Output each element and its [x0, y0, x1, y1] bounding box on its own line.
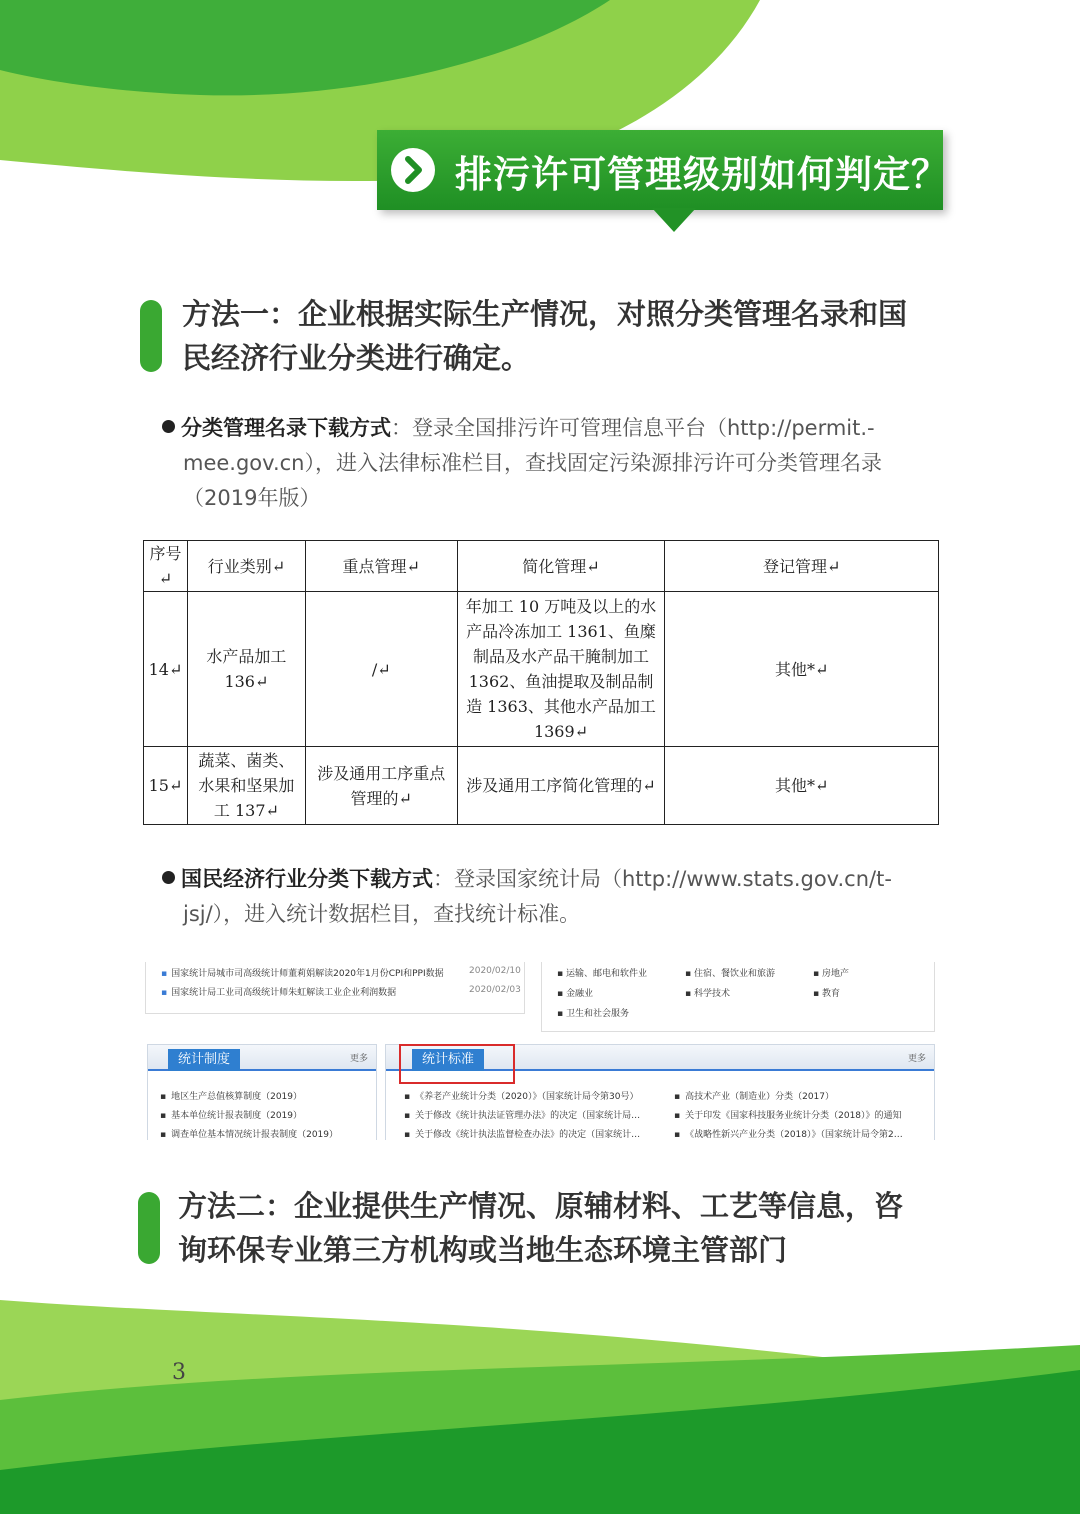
table-header-cell: 简化管理↵ — [457, 541, 665, 592]
table-row — [144, 592, 939, 747]
list-item-label: 调查单位基本情况统计报表制度（2019） — [171, 1130, 339, 1140]
table-cell: 15↵ — [144, 747, 188, 825]
news-item-text: 国家统计局工业司高级统计师朱虹解读工业企业利润数据 — [171, 988, 397, 998]
list-item-label: 关于修改《统计执法监督检查办法》的决定（国家统计… — [415, 1130, 641, 1140]
method2-title-line1: 方法二：企业提供生产情况、原辅材料、工艺等信息，咨 — [178, 1189, 904, 1223]
list-item-label: 《养老产业统计分类（2020）》（国家统计局令第30号） — [415, 1092, 639, 1102]
table-cell: 涉及通用工序重点管理的↵ — [305, 747, 457, 825]
panel-header — [148, 1045, 376, 1071]
list-item-label: 关于印发《国家科技服务业统计分类（2018）》的通知 — [685, 1111, 902, 1121]
tab-stats-standard[interactable]: 统计标准 — [412, 1049, 484, 1071]
table-cell: 其他*↵ — [665, 592, 939, 747]
catalog-download-line3: （2019年版） — [183, 486, 321, 510]
table-cell: 其他*↵ — [665, 747, 939, 825]
industry-download-line2: jsj/），进入统计数据栏目，查找统计标准。 — [183, 902, 581, 926]
category-link-label: 房地产 — [821, 969, 849, 979]
list-item-label: 基本单位统计报表制度（2019） — [171, 1111, 303, 1121]
catalog-download-line2: mee.gov.cn），进入法律标准栏目，查找固定污染源排污许可分类管理名录 — [183, 451, 882, 475]
method2-accent-bar — [138, 1192, 160, 1264]
catalog-download-paragraph — [162, 411, 952, 516]
news-item-date: 2020/02/03 — [469, 985, 521, 995]
category-link-label: 科学技术 — [693, 989, 730, 999]
table-cell: 蔬菜、菌类、水果和坚果加工 137↵ — [187, 747, 305, 825]
catalog-download-lead: 分类管理名录下载方式 — [181, 416, 391, 440]
news-item-date: 2020/02/10 — [469, 966, 521, 976]
industry-classification-paragraph — [162, 862, 952, 932]
news-item[interactable]: ▪ 国家统计局城市司高级统计师董莉娟解读2020年1月份CPI和PPI数据 — [161, 969, 444, 979]
news-item[interactable]: ▪ 国家统计局工业司高级统计师朱虹解读工业企业利润数据 — [161, 988, 397, 998]
list-item[interactable]: ▪ 《战略性新兴产业分类（2018）》（国家统计局令第2… — [674, 1130, 903, 1140]
list-item[interactable]: ▪ 地区生产总值核算制度（2019） — [160, 1092, 303, 1102]
industry-download-lead: 国民经济行业分类下载方式 — [181, 867, 433, 891]
list-item[interactable]: ▪ 高技术产业（制造业）分类（2017） — [674, 1092, 835, 1102]
list-item-label: 《战略性新兴产业分类（2018）》（国家统计局令第2… — [685, 1130, 903, 1140]
category-link[interactable]: ▪ 教育 — [813, 989, 840, 999]
method2-title-line2: 询环保专业第三方机构或当地生态环境主管部门 — [178, 1233, 788, 1267]
category-link[interactable]: ▪ 金融业 — [557, 989, 593, 999]
category-link-label: 住宿、餐饮业和旅游 — [693, 969, 775, 979]
table-row — [144, 747, 939, 825]
table-cell: 涉及通用工序简化管理的↵ — [457, 747, 665, 825]
banner-title: 排污许可管理级别如何判定？ — [455, 153, 949, 196]
banner-pointer — [652, 208, 696, 232]
category-link-label: 运输、邮电和软件业 — [565, 969, 647, 979]
category-link-label: 教育 — [821, 989, 840, 999]
table-header-cell: 登记管理↵ — [665, 541, 939, 592]
table-header-cell: 序号↵ — [144, 541, 188, 592]
table-cell: /↵ — [305, 592, 457, 747]
classification-table — [143, 540, 939, 825]
chevron-right-icon — [391, 148, 435, 192]
category-link[interactable]: ▪ 卫生和社会服务 — [557, 1009, 629, 1019]
news-item-text: 国家统计局城市司高级统计师董莉娟解读2020年1月份CPI和PPI数据 — [171, 969, 444, 979]
table-header-cell: 行业类别↵ — [187, 541, 305, 592]
table-header-cell: 重点管理↵ — [305, 541, 457, 592]
industry-download-line1: ：登录国家统计局（http://www.stats.gov.cn/t- — [433, 867, 892, 891]
catalog-download-line1: ：登录全国排污许可管理信息平台（http://permit.- — [391, 416, 875, 440]
title-banner — [377, 130, 949, 210]
tab-stats-system[interactable]: 统计制度 — [168, 1049, 240, 1071]
category-link[interactable]: ▪ 科学技术 — [685, 989, 730, 999]
category-link[interactable]: ▪ 房地产 — [813, 969, 849, 979]
bullet-icon — [162, 420, 175, 433]
method1-accent-bar — [140, 300, 162, 372]
stats-website-screenshot — [145, 962, 935, 1140]
list-item-label: 高技术产业（制造业）分类（2017） — [685, 1092, 835, 1102]
list-item-label: 地区生产总值核算制度（2019） — [171, 1092, 303, 1102]
table-cell: 水产品加工 136↵ — [187, 592, 305, 747]
page-number: 3 — [172, 1360, 186, 1385]
category-link[interactable]: ▪ 运输、邮电和软件业 — [557, 969, 647, 979]
list-item[interactable]: ▪ 基本单位统计报表制度（2019） — [160, 1111, 303, 1121]
category-link[interactable]: ▪ 住宿、餐饮业和旅游 — [685, 969, 775, 979]
more-link[interactable]: 更多 — [349, 1054, 368, 1064]
stats-system-panel — [147, 1044, 377, 1140]
category-link-label: 金融业 — [565, 989, 593, 999]
list-item[interactable]: ▪ 《养老产业统计分类（2020）》（国家统计局令第30号） — [404, 1092, 639, 1102]
table-header-row — [144, 541, 939, 592]
list-item-label: 关于修改《统计执法证管理办法》的决定（国家统计局… — [415, 1111, 641, 1121]
list-item[interactable]: ▪ 关于印发《国家科技服务业统计分类（2018）》的通知 — [674, 1111, 902, 1121]
list-item[interactable]: ▪ 调查单位基本情况统计报表制度（2019） — [160, 1130, 339, 1140]
bullet-icon — [162, 871, 175, 884]
method1-title-line2: 民经济行业分类进行确定。 — [182, 341, 531, 375]
method1-title — [182, 292, 942, 380]
list-item[interactable]: ▪ 关于修改《统计执法证管理办法》的决定（国家统计局… — [404, 1111, 641, 1121]
method2-title — [178, 1184, 948, 1272]
table-cell: 年加工 10 万吨及以上的水产品冷冻加工 1361、鱼糜制品及水产品干腌制加工 1362、鱼油提取及制品制造 1363、其他水产品加工 1369↵ — [457, 592, 665, 747]
category-link-label: 卫生和社会服务 — [565, 1009, 629, 1019]
highlight-box — [399, 1044, 515, 1084]
more-link[interactable]: 更多 — [907, 1054, 926, 1064]
list-item[interactable]: ▪ 关于修改《统计执法监督检查办法》的决定（国家统计… — [404, 1130, 641, 1140]
table-cell: 14↵ — [144, 592, 188, 747]
method1-title-line1: 方法一：企业根据实际生产情况，对照分类管理名录和国 — [182, 297, 908, 331]
